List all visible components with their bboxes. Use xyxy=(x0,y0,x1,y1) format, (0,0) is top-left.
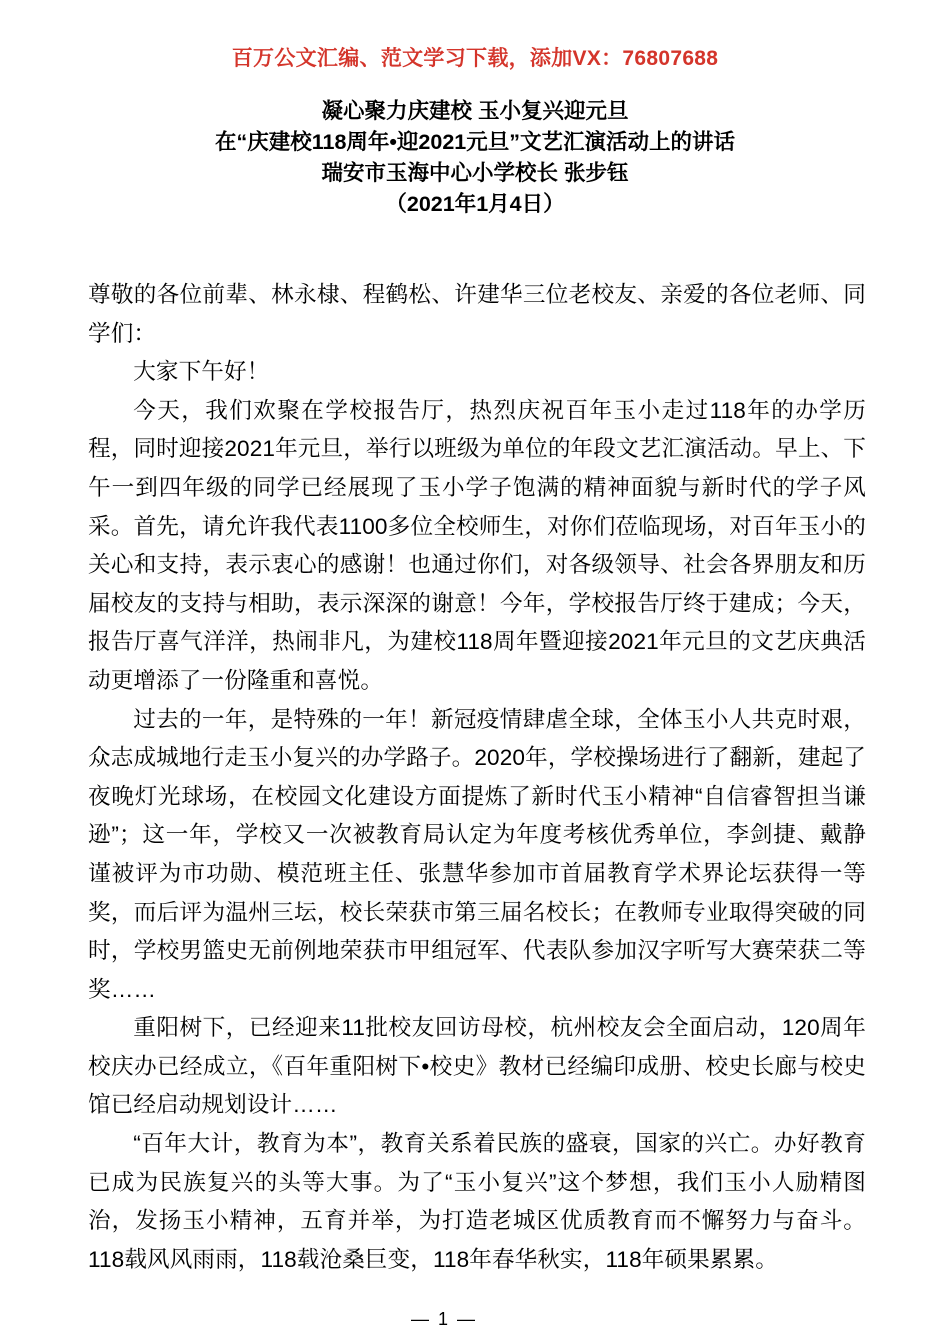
paragraph-salutation: 尊敬的各位前辈、林永棣、程鹤松、许建华三位老校友、亲爱的各位老师、同学们： xyxy=(88,282,866,346)
paragraph-today: 今天，我们欢聚在学校报告厅，热烈庆祝百年玉小走过118年的办学历程，同时迎接2021年元旦，举行以班级为单位的年段文艺汇演活动。早上、下午一到四年级的同学已经展现了玉小学子饱满的精神面貌与新时代的学子风采。首先，请允许我代表1100多位全校师生，对你们莅临现场，对百年玉小的关心和支持，表示衷心的感谢！也通过你们，对各级领导、社会各界朋友和历届校友的支持与相助，表示深深的谢意！今年，学校报告厅终于建成；今天，报告厅喜气洋洋，热闹非凡，为建校118周年暨迎接2021年元旦的文艺庆典活动更增添了一份隆重和喜悦。 xyxy=(88,397,866,693)
paragraph-alumni: 重阳树下，已经迎来11批校友回访母校，杭州校友会全面启动，120周年校庆办已经成立，《百年重阳树下•校史》教材已经编印成册、校史长廊与校史馆已经启动规划设计…… xyxy=(88,1015,866,1118)
title-line-1: 凝心聚力庆建校 玉小复兴迎元旦 xyxy=(321,99,629,123)
paragraph-greeting: 大家下午好！ xyxy=(133,359,270,385)
promo-header-text: 百万公文汇编、范文学习下载，添加VX：76807688 xyxy=(231,47,719,70)
title-line-4: （2021年1月4日） xyxy=(385,192,565,216)
title-line-3: 瑞安市玉海中心小学校长 张步钰 xyxy=(321,161,629,185)
title-line-2: 在“庆建校118周年•迎2021元旦”文艺汇演活动上的讲话 xyxy=(214,130,736,154)
document-body xyxy=(88,276,866,1279)
paragraph-past-year: 过去的一年，是特殊的一年！新冠疫情肆虐全球，全体玉小人共克时艰，众志成城地行走玉小复兴的办学路子。2020年，学校操场进行了翻新，建起了夜晚灯光球场，在校园文化建设方面提炼了新时代玉小精神“自信睿智担当谦逊”；这一年，学校又一次被教育局认定为年度考核优秀单位，李剑捷、戴静谨被评为市功勋、模范班主任、张慧华参加市首届教育学术界论坛获得一等奖，而后评为温州三坛，校长荣获市第三届名校长；在教师专业取得突破的同时，学校男篮史无前例地荣获市甲组冠军、代表队参加汉字听写大赛荣获二等奖…… xyxy=(88,706,866,1002)
paragraph-education-vision: “百年大计，教育为本”，教育关系着民族的盛衰，国家的兴亡。办好教育已成为民族复兴的头等大事。为了“玉小复兴”这个梦想，我们玉小人励精图治，发扬玉小精神，五育并举，为打造老城区优质教育而不懈努力与奋斗。118载风风雨雨，118载沧桑巨变，118年春华秋实，118年硕果累累。 xyxy=(88,1131,866,1272)
document-title-block xyxy=(60,96,890,220)
page-number-footer: — 1 — xyxy=(410,1309,477,1329)
